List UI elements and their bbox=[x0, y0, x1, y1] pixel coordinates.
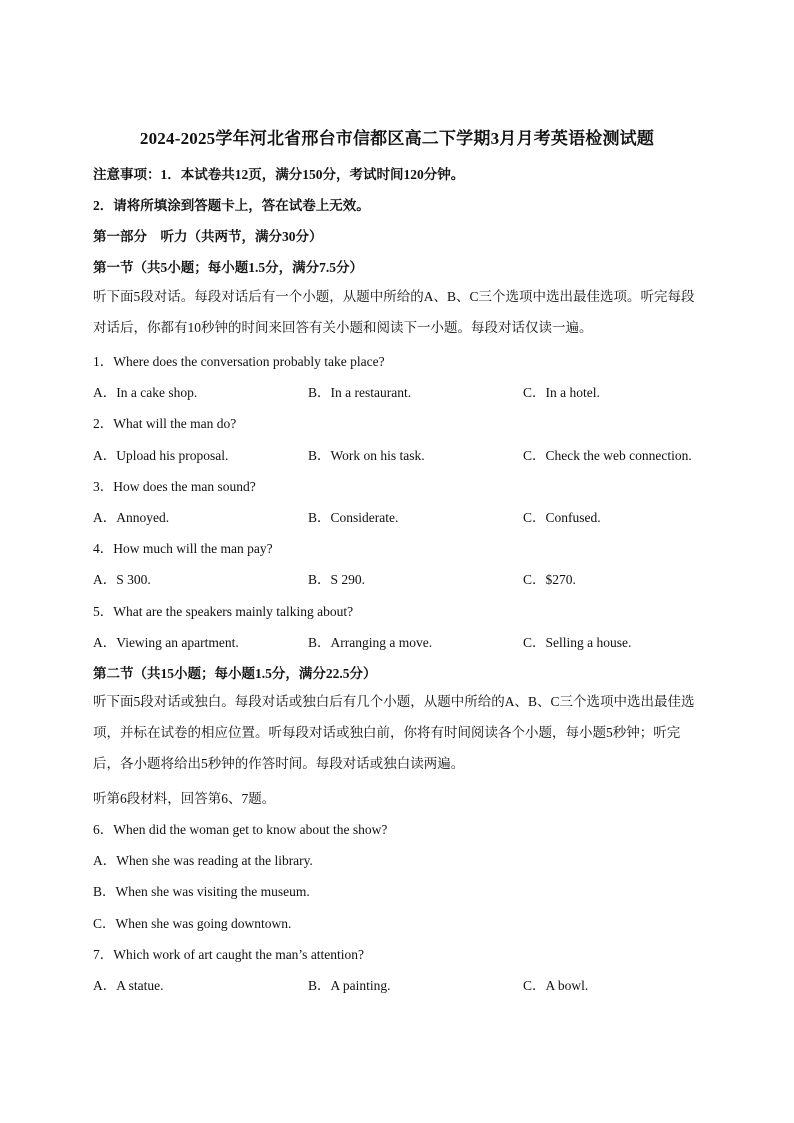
option-a: A．A statue. bbox=[93, 978, 164, 993]
question-stem: 1．Where does the conversation probably take place? bbox=[93, 354, 385, 369]
option-c: C．Check the web connection. bbox=[523, 448, 692, 463]
material-note: 听第6段材料，回答第6、7题。 bbox=[93, 791, 276, 806]
question-stem: 7．Which work of art caught the man’s attention? bbox=[93, 947, 365, 962]
option-a: A．S 300. bbox=[93, 572, 151, 587]
option-c: C．When she was going downtown. bbox=[93, 916, 292, 931]
option-c: C．Selling a house. bbox=[523, 635, 632, 650]
section1-heading: 第一节（共5小题；每小题1.5分，满分7.5分） bbox=[93, 260, 363, 275]
option-b: B．Considerate. bbox=[308, 510, 399, 525]
option-a: A．When she was reading at the library. bbox=[93, 853, 313, 868]
section1-instructions: 听下面5段对话。每段对话后有一个小题，从题中所给的A、B、C三个选项中选出最佳选项。听完每段对话后，你都有10秒钟的时间来回答有关小题和阅读下一小题。每段对话仅读一遍。 bbox=[93, 289, 695, 335]
section2-instructions: 听下面5段对话或独白。每段对话或独白后有几个小题，从题中所给的A、B、C三个选项中选出最佳选项，并标在试卷的相应位置。听每段对话或独白前，你将有时间阅读各个小题，每小题5秒钟；听完后，各小题将给出5秒钟的作答时间。每段对话或独白读两遍。 bbox=[93, 694, 695, 771]
notes-line-1: 注意事项：1．本试卷共12页，满分150分，考试时间120分钟。 bbox=[93, 167, 465, 182]
option-a: A．Upload his proposal. bbox=[93, 448, 229, 463]
question-stem: 3．How does the man sound? bbox=[93, 479, 256, 494]
question-options bbox=[93, 444, 733, 464]
question-options bbox=[93, 506, 733, 526]
notes-line-2: 2．请将所填涂到答题卡上，答在试卷上无效。 bbox=[93, 198, 370, 213]
option-b: B．S 290. bbox=[308, 572, 366, 587]
option-c: C．A bowl. bbox=[523, 978, 589, 993]
part1-heading: 第一部分 听力（共两节，满分30分） bbox=[93, 229, 323, 244]
question-options bbox=[93, 631, 733, 651]
option-c: C．$270. bbox=[523, 572, 576, 587]
section2-heading: 第二节（共15小题；每小题1.5分，满分22.5分） bbox=[93, 666, 377, 681]
question-options bbox=[93, 381, 733, 401]
option-a: A．Viewing an apartment. bbox=[93, 635, 239, 650]
option-b: B．Work on his task. bbox=[308, 448, 425, 463]
option-a: A．In a cake shop. bbox=[93, 385, 198, 400]
question-stem: 2．What will the man do? bbox=[93, 416, 237, 431]
option-b: B．In a restaurant. bbox=[308, 385, 412, 400]
option-b: B．Arranging a move. bbox=[308, 635, 433, 650]
question-stem: 6．When did the woman get to know about the show? bbox=[93, 822, 388, 837]
option-a: A．Annoyed. bbox=[93, 510, 170, 525]
question-stem: 5．What are the speakers mainly talking about? bbox=[93, 604, 354, 619]
question-options bbox=[93, 568, 733, 588]
option-b: B．When she was visiting the museum. bbox=[93, 884, 310, 899]
option-b: B．A painting. bbox=[308, 978, 391, 993]
option-c: C．Confused. bbox=[523, 510, 601, 525]
question-stem: 4．How much will the man pay? bbox=[93, 541, 273, 556]
option-c: C．In a hotel. bbox=[523, 385, 600, 400]
question-options bbox=[93, 974, 733, 994]
exam-title: 2024-2025学年河北省邢台市信都区高二下学期3月月考英语检测试题 bbox=[139, 129, 655, 148]
